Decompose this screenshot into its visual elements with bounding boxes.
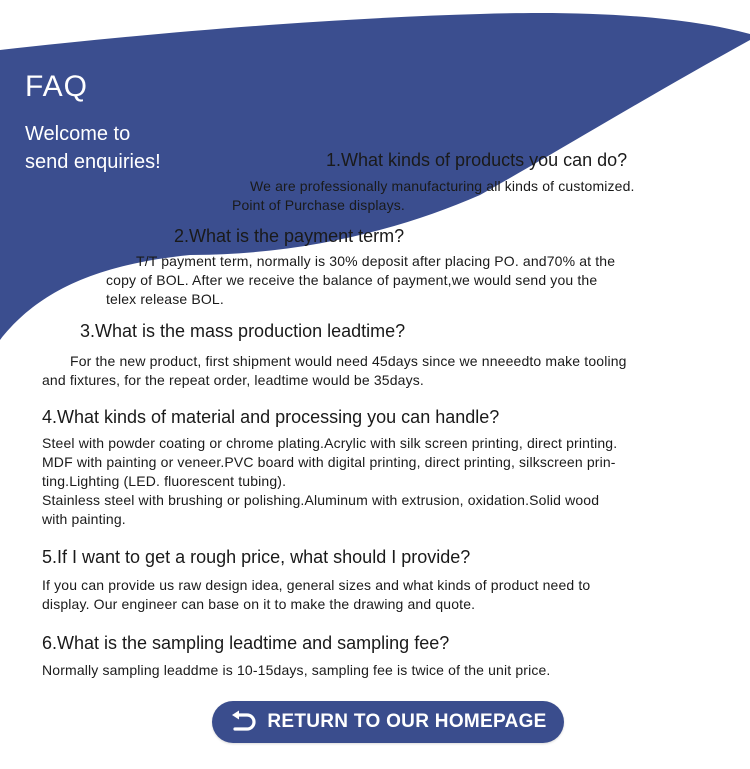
faq-answer-4-line-4: Stainless steel with brushing or polishing.Aluminum with extrusion, oxidation.Solid wood [42,492,600,508]
faq-question-3: 3.What is the mass production leadtime? [80,321,406,341]
faq-question-4: 4.What kinds of material and processing you can handle? [42,407,500,427]
faq-answer-2-line-3: telex release BOL. [106,291,224,307]
faq-answer-5 [42,576,590,614]
faq-answer-2-line-1: T/T payment term, normally is 30% deposit after placing PO. and70% at the [136,253,616,269]
welcome-line-1: Welcome to [25,123,131,145]
faq-title: FAQ [25,70,89,103]
faq-answer-4 [42,434,617,529]
faq-answer-2-line-2: copy of BOL. After we receive the balance of payment,we would send you the [106,272,598,288]
return-arrow-icon [229,710,257,734]
faq-answer-1-line-1: We are professionally manufacturing all kinds of customized. [250,178,635,194]
faq-answer-1 [232,177,635,215]
faq-answer-4-line-3: ting.Lighting (LED. fluorescent tubing). [42,473,287,489]
faq-question-2: 2.What is the payment term? [174,226,405,246]
faq-answer-6-line-1: Normally sampling leaddme is 10-15days, sampling fee is twice of the unit price. [42,662,551,678]
faq-answer-3-line-1: For the new product, first shipment would need 45days since we nneeedto make tooling [70,353,627,369]
welcome-line-2: send enquiries! [25,151,161,173]
return-homepage-label: RETURN TO OUR HOMEPAGE [267,711,547,732]
faq-answer-4-line-5: with painting. [42,511,126,527]
faq-answer-3-line-2: and fixtures, for the repeat order, leadtime would be 35days. [42,372,424,388]
faq-answer-2 [106,252,615,309]
faq-answer-4-line-2: MDF with painting or veneer.PVC board with digital printing, direct printing, silkscreen prin- [42,454,616,470]
faq-question-1: 1.What kinds of products you can do? [326,150,628,170]
faq-answer-1-line-2: Point of Purchase displays. [232,197,405,213]
faq-answer-6 [42,661,550,680]
faq-answer-3 [42,352,627,390]
faq-question-5: 5.If I want to get a rough price, what should I provide? [42,547,471,567]
faq-answer-5-line-2: display. Our engineer can base on it to make the drawing and quote. [42,596,476,612]
faq-question-6: 6.What is the sampling leadtime and sampling fee? [42,633,450,653]
faq-answer-4-line-1: Steel with powder coating or chrome plating.Acrylic with silk screen printing, direct printing. [42,435,618,451]
faq-answer-5-line-1: If you can provide us raw design idea, general sizes and what kinds of product need to [42,577,591,593]
welcome-subtitle [25,120,161,176]
return-homepage-button[interactable] [212,701,564,743]
